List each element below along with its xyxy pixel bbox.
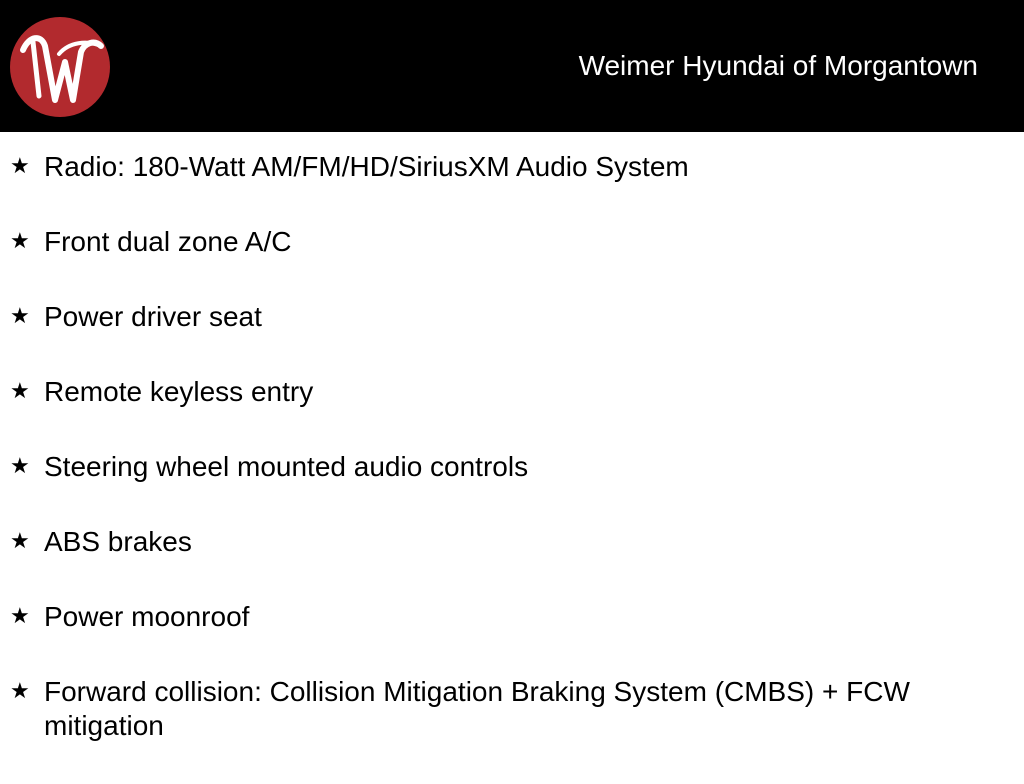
list-item — [0, 525, 1024, 559]
list-item — [0, 675, 1024, 743]
feature-label: Forward collision: Collision Mitigation Braking System (CMBS) + FCW mitigation — [44, 676, 910, 741]
list-item — [0, 450, 1024, 484]
star-icon: ★ — [10, 304, 30, 329]
feature-list — [0, 150, 1024, 784]
feature-label: Radio: 180-Watt AM/FM/HD/SiriusXM Audio System — [44, 151, 689, 182]
dealer-name: Weimer Hyundai of Morgantown — [578, 50, 978, 81]
list-item — [0, 300, 1024, 334]
star-icon: ★ — [10, 529, 30, 554]
star-icon: ★ — [10, 604, 30, 629]
list-item — [0, 375, 1024, 409]
star-icon: ★ — [10, 679, 30, 704]
feature-label: Power driver seat — [44, 301, 262, 332]
list-item — [0, 600, 1024, 634]
feature-label: Front dual zone A/C — [44, 226, 292, 257]
star-icon: ★ — [10, 154, 30, 179]
feature-label: Power moonroof — [44, 601, 250, 632]
list-item — [0, 225, 1024, 259]
list-item — [0, 150, 1024, 184]
star-icon: ★ — [10, 379, 30, 404]
feature-label: Steering wheel mounted audio controls — [44, 451, 529, 482]
feature-label: ABS brakes — [44, 526, 192, 557]
header-bar — [0, 0, 1024, 132]
star-icon: ★ — [10, 454, 30, 479]
feature-label: Remote keyless entry — [44, 376, 314, 407]
star-icon: ★ — [10, 229, 30, 254]
w-logo-icon — [9, 16, 111, 118]
